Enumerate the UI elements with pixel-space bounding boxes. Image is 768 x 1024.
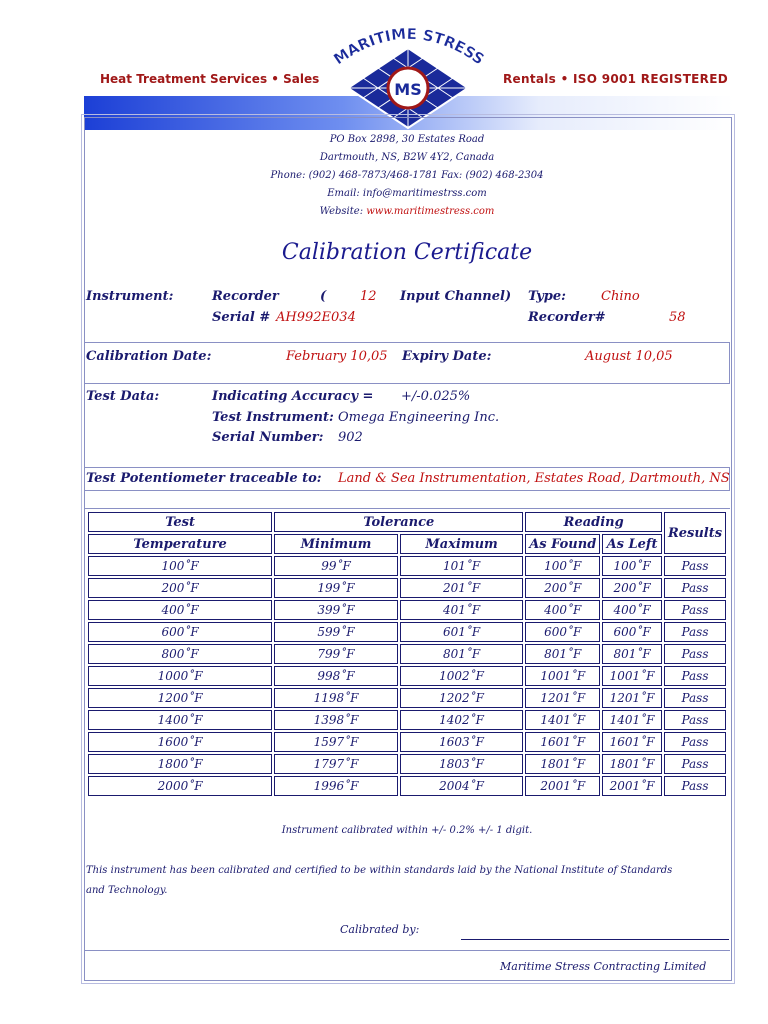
cell-minimum: 399˚F	[274, 600, 398, 620]
cell-as-left: 1401˚F	[602, 710, 662, 730]
cell-as-found: 200˚F	[525, 578, 600, 598]
cell-as-left: 400˚F	[602, 600, 662, 620]
accuracy-label: Indicating Accuracy =	[212, 389, 374, 404]
cell-result: Pass	[664, 600, 726, 620]
calibration-tolerance-note: Instrument calibrated within +/- 0.2% +/- 1 digit.	[281, 825, 533, 836]
footer-rule	[84, 950, 730, 951]
recorder-number-label: Recorder#	[528, 310, 606, 325]
website-line	[84, 206, 730, 217]
cell-temperature: 1800˚F	[88, 754, 272, 774]
cell-maximum: 1603˚F	[400, 732, 524, 752]
website-label: Website:	[319, 206, 367, 217]
cell-as-found: 1201˚F	[525, 688, 600, 708]
calibration-table	[86, 510, 728, 798]
cell-temperature: 1200˚F	[88, 688, 272, 708]
standards-note-line-2: and Technology.	[86, 885, 168, 896]
letterhead	[0, 0, 768, 130]
cell-temperature: 800˚F	[88, 644, 272, 664]
table-row	[88, 644, 726, 664]
cell-as-found: 600˚F	[525, 622, 600, 642]
header-maximum: Maximum	[400, 534, 524, 554]
table-header-row-2	[88, 534, 726, 554]
cell-as-left: 1801˚F	[602, 754, 662, 774]
cell-as-found: 801˚F	[525, 644, 600, 664]
cell-minimum: 1398˚F	[274, 710, 398, 730]
traceable-value: Land & Sea Instrumentation, Estates Road, Dartmouth, NS	[338, 471, 730, 486]
calibration-date-value: February 10,05	[286, 349, 388, 364]
registration-tagline: Rentals • ISO 9001 REGISTERED	[503, 72, 728, 86]
cell-result: Pass	[664, 556, 726, 576]
table-row	[88, 622, 726, 642]
cell-result: Pass	[664, 710, 726, 730]
cell-maximum: 601˚F	[400, 622, 524, 642]
accuracy-value: +/-0.025%	[401, 389, 471, 404]
cell-maximum: 1803˚F	[400, 754, 524, 774]
table-row	[88, 732, 726, 752]
cell-as-left: 200˚F	[602, 578, 662, 598]
cell-result: Pass	[664, 688, 726, 708]
email-line	[84, 188, 730, 199]
header-test: Test	[88, 512, 272, 532]
type-label: Type:	[528, 289, 566, 304]
header-as-left: As Left	[602, 534, 662, 554]
cell-temperature: 1400˚F	[88, 710, 272, 730]
email-label: Email:	[327, 188, 363, 199]
cell-minimum: 799˚F	[274, 644, 398, 664]
cell-as-found: 400˚F	[525, 600, 600, 620]
cell-as-left: 1601˚F	[602, 732, 662, 752]
table-row	[88, 688, 726, 708]
cell-minimum: 1797˚F	[274, 754, 398, 774]
logo-mark: MS	[394, 80, 422, 99]
email-link[interactable]: info@maritimestrss.com	[362, 188, 487, 199]
header-results: Results	[664, 512, 726, 554]
cell-result: Pass	[664, 644, 726, 664]
cell-maximum: 2004˚F	[400, 776, 524, 796]
cell-maximum: 201˚F	[400, 578, 524, 598]
test-serial-label: Serial Number:	[212, 430, 324, 445]
cell-as-left: 100˚F	[602, 556, 662, 576]
cell-as-found: 2001˚F	[525, 776, 600, 796]
cell-as-found: 1601˚F	[525, 732, 600, 752]
table-row	[88, 578, 726, 598]
cell-maximum: 801˚F	[400, 644, 524, 664]
cell-as-found: 1001˚F	[525, 666, 600, 686]
cell-minimum: 1198˚F	[274, 688, 398, 708]
table-row	[88, 776, 726, 796]
cell-maximum: 401˚F	[400, 600, 524, 620]
cell-minimum: 199˚F	[274, 578, 398, 598]
cell-temperature: 100˚F	[88, 556, 272, 576]
calibration-date-label: Calibration Date:	[86, 349, 212, 364]
header-minimum: Minimum	[274, 534, 398, 554]
phone-fax-line: Phone: (902) 468-7873/468-1781 Fax: (902) 468-2304	[270, 170, 544, 181]
cell-result: Pass	[664, 666, 726, 686]
header-temperature: Temperature	[88, 534, 272, 554]
cell-minimum: 599˚F	[274, 622, 398, 642]
expiry-date-label: Expiry Date:	[402, 349, 492, 364]
address-line-1: PO Box 2898, 30 Estates Road	[329, 134, 485, 145]
input-channel-label: Input Channel)	[400, 289, 512, 304]
test-instrument-label: Test Instrument:	[212, 410, 334, 425]
recorder-number-value: 58	[669, 310, 686, 325]
signature-line	[461, 939, 729, 940]
certificate-title: Calibration Certificate	[281, 240, 533, 265]
cell-temperature: 2000˚F	[88, 776, 272, 796]
cell-maximum: 1402˚F	[400, 710, 524, 730]
instrument-label: Instrument:	[86, 289, 174, 304]
cell-maximum: 1002˚F	[400, 666, 524, 686]
cell-result: Pass	[664, 732, 726, 752]
paren-open: (	[320, 289, 327, 304]
header-as-found: As Found	[525, 534, 600, 554]
table-row	[88, 600, 726, 620]
cell-maximum: 101˚F	[400, 556, 524, 576]
address-line-2: Dartmouth, NS, B2W 4Y2, Canada	[319, 152, 495, 163]
logo-text: MARITIME STRESS	[330, 24, 488, 69]
cell-temperature: 200˚F	[88, 578, 272, 598]
traceable-label: Test Potentiometer traceable to:	[86, 471, 322, 486]
cell-as-left: 801˚F	[602, 644, 662, 664]
expiry-date-value: August 10,05	[585, 349, 673, 364]
website-link[interactable]: www.maritimestress.com	[366, 206, 495, 217]
test-instrument-value: Omega Engineering Inc.	[338, 410, 500, 425]
standards-note-line-1: This instrument has been calibrated and certified to be within standards laid by the National Institute of Standards	[86, 865, 673, 876]
table-row	[88, 754, 726, 774]
table-header-row-1	[88, 512, 726, 532]
type-value: Chino	[601, 289, 640, 304]
test-data-label: Test Data:	[86, 389, 160, 404]
cell-minimum: 99˚F	[274, 556, 398, 576]
cell-result: Pass	[664, 754, 726, 774]
table-row	[88, 666, 726, 686]
cell-as-found: 1801˚F	[525, 754, 600, 774]
test-serial-value: 902	[338, 430, 363, 445]
cell-temperature: 600˚F	[88, 622, 272, 642]
cell-as-left: 1201˚F	[602, 688, 662, 708]
cell-as-left: 600˚F	[602, 622, 662, 642]
cell-as-left: 1001˚F	[602, 666, 662, 686]
serial-label: Serial #	[212, 310, 271, 325]
cell-maximum: 1202˚F	[400, 688, 524, 708]
channel-count: 12	[360, 289, 377, 304]
cell-as-found: 1401˚F	[525, 710, 600, 730]
calibrated-by-label: Calibrated by:	[340, 923, 420, 936]
cell-as-left: 2001˚F	[602, 776, 662, 796]
services-tagline: Heat Treatment Services • Sales	[100, 72, 320, 86]
cell-temperature: 1000˚F	[88, 666, 272, 686]
header-tolerance: Tolerance	[274, 512, 523, 532]
cell-minimum: 1996˚F	[274, 776, 398, 796]
cell-as-found: 100˚F	[525, 556, 600, 576]
serial-value: AH992E034	[276, 310, 356, 325]
company-name: Maritime Stress Contracting Limited	[500, 960, 707, 973]
table-top-rule	[84, 508, 730, 509]
cell-minimum: 998˚F	[274, 666, 398, 686]
cell-result: Pass	[664, 622, 726, 642]
table-row	[88, 710, 726, 730]
recorder-label: Recorder	[212, 289, 279, 304]
header-reading: Reading	[525, 512, 662, 532]
cell-minimum: 1597˚F	[274, 732, 398, 752]
cell-temperature: 1600˚F	[88, 732, 272, 752]
cell-result: Pass	[664, 578, 726, 598]
cell-result: Pass	[664, 776, 726, 796]
cell-temperature: 400˚F	[88, 600, 272, 620]
table-body	[88, 556, 726, 796]
table-row	[88, 556, 726, 576]
